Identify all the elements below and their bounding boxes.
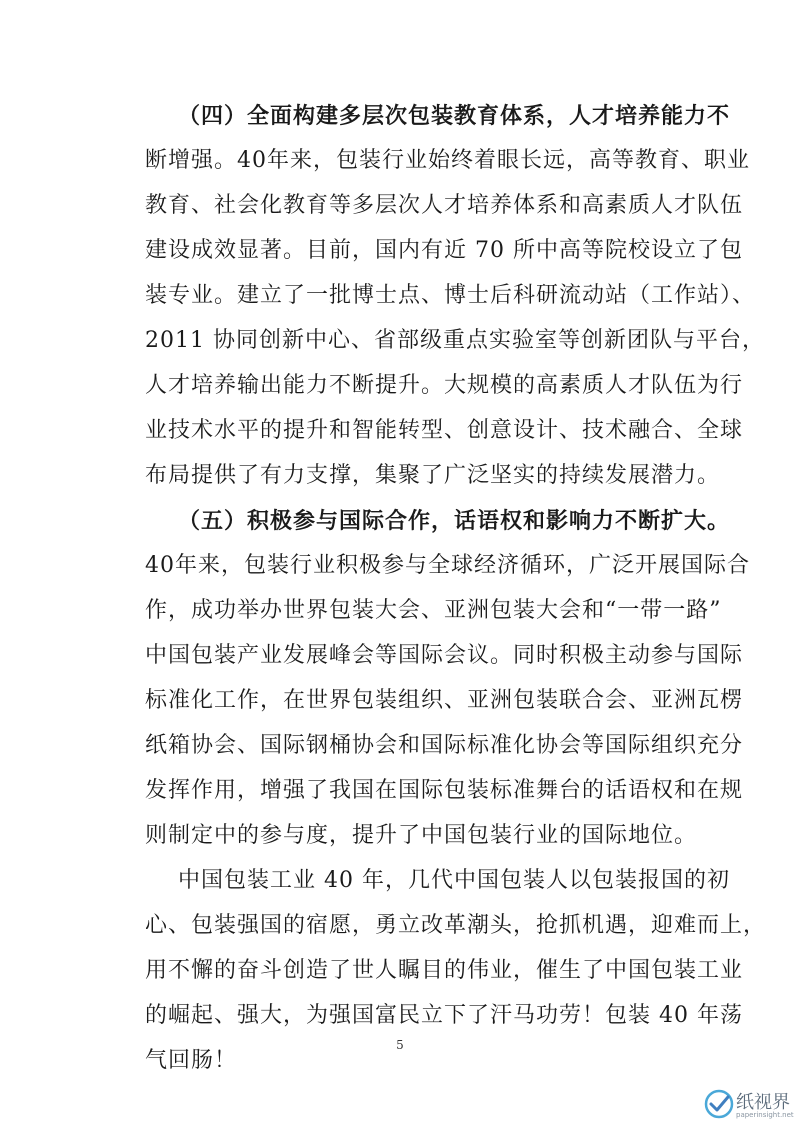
text-line: 40年来，包装行业积极参与全球经济循环，广泛开展国际合 [145, 553, 750, 578]
text-line: 人才培养输出能力不断提升。大规模的高素质人才队伍为行 [145, 373, 744, 398]
section-5-heading: （五）积极参与国际合作，话语权和影响力不断扩大。 [178, 508, 731, 534]
text-line: 装专业。建立了一批博士点、博士后科研流动站（工作站）、 [145, 283, 756, 308]
text-line: 中国包装产业发展峰会等国际会议。同时积极主动参与国际 [145, 643, 744, 668]
text-line: 建设成效显著。目前，国内有近 70 所中高等院校设立了包 [145, 238, 743, 263]
text-line: 教育、社会化教育等多层次人才培养体系和高素质人才队伍 [145, 193, 744, 218]
closing-paragraph-start: 中国包装工业 40 年，几代中国包装人以包装报国的初 [178, 868, 730, 893]
text-line: 心、包装强国的宿愿，勇立改革潮头，抢抓机遇，迎难而上， [145, 913, 767, 938]
text-line: 发挥作用，增强了我国在国际包装标准舞台的话语权和在规 [145, 778, 744, 803]
text-line: 纸箱协会、国际钢桶协会和国际标准化协会等国际组织充分 [145, 733, 744, 758]
watermark-title: 纸视界 [736, 1092, 790, 1113]
text-line: 断增强。40年来，包装行业始终着眼长远，高等教育、职业 [145, 148, 750, 173]
watermark [700, 1086, 800, 1126]
page-number: 5 [396, 1038, 404, 1052]
text-line: 标准化工作，在世界包装组织、亚洲包装联合会、亚洲瓦楞 [145, 688, 744, 713]
text-line: 作，成功举办世界包装大会、亚洲包装大会和“一带一路” [145, 598, 722, 623]
text-line: 则制定中的参与度，提升了中国包装行业的国际地位。 [145, 823, 698, 848]
text-line: 2011 协同创新中心、省部级重点实验室等创新团队与平台， [145, 328, 765, 353]
section-4-heading: （四）全面构建多层次包装教育体系，人才培养能力不 [178, 103, 731, 129]
text-line: 气回肠！ [145, 1048, 238, 1073]
text-line: 用不懈的奋斗创造了世人瞩目的伟业，催生了中国包装工业 [145, 958, 744, 983]
watermark-url: paperinsight.net [736, 1111, 794, 1119]
text-line: 业技术水平的提升和智能转型、创意设计、技术融合、全球 [145, 418, 744, 443]
text-line: 的崛起、强大，为强国富民立下了汗马功劳！包装 40 年荡 [145, 1003, 743, 1028]
paperinsight-logo-icon [704, 1089, 734, 1119]
text-line: 布局提供了有力支撑，集聚了广泛坚实的持续发展潜力。 [145, 463, 721, 488]
